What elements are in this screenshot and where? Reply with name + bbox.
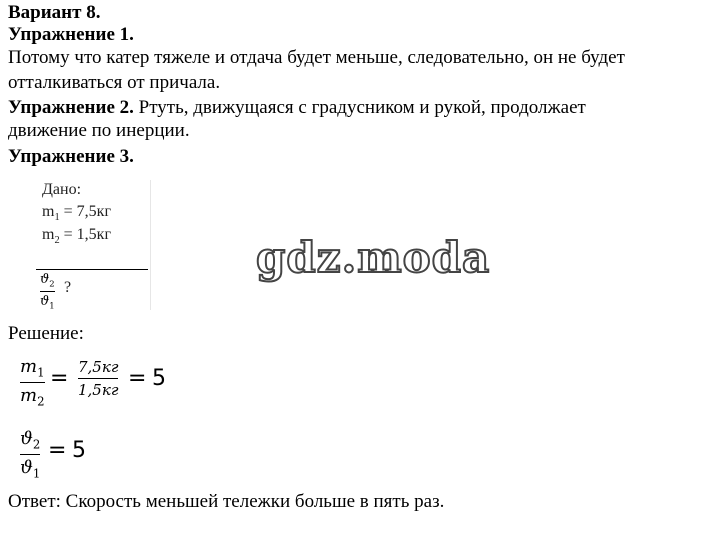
formula-mass-numerator: $m_1$ (20, 356, 45, 380)
formula-speed-denominator: $ϑ_1$ (20, 456, 41, 481)
given-m2 (42, 225, 111, 251)
equals-sign-2: = (128, 366, 147, 391)
solution-label: Решение: (8, 323, 84, 344)
given-title: Дано: (42, 181, 82, 198)
given-divider (36, 269, 148, 270)
exercise-2-text-line-2: движение по инерции. (8, 120, 190, 141)
result-2: 5 (72, 438, 86, 463)
given-side-border (150, 180, 151, 310)
exercise-1-text-line-1: Потому что катер тяжеле и отдача будет меньше, следовательно, он не будет (8, 47, 625, 68)
formula-speed-ratio (20, 428, 40, 480)
formula-values-ratio (78, 358, 118, 399)
exercise-2-text-line-1: Ртуть, движущаяся с градусником и рукой, продолжает (133, 97, 586, 118)
formula-values-bar (78, 378, 118, 379)
find-numerator: $ϑ_2$ (40, 272, 55, 289)
answer-text: Ответ: Скорость меньшей тележки больше в пять раз. (8, 491, 445, 512)
formula-mass-bar (20, 382, 45, 383)
find-fraction (40, 272, 55, 310)
formula-values-denominator: 1,5кг (78, 381, 119, 399)
formula-speed-bar (20, 454, 40, 455)
result-1: 5 (152, 366, 166, 391)
given-m2-sub: 2 (54, 235, 60, 247)
given-m1-symbol: m (42, 203, 55, 220)
watermark-logo: gdz.moda (256, 233, 491, 282)
given-m1-value: = 7,5кг (59, 203, 112, 220)
exercise-3-title: Упражнение 3. (8, 146, 134, 167)
exercise-2-paragraph (8, 97, 586, 119)
given-m2-value: = 1,5кг (59, 226, 112, 243)
formula-values-numerator: 7,5кг (78, 358, 119, 376)
find-denominator: $ϑ_1$ (40, 293, 55, 311)
find-fraction-bar (40, 291, 55, 292)
formula-speed-numerator: $ϑ_2$ (20, 428, 41, 452)
exercise-1-text-line-2: отталкиваться от причала. (8, 72, 221, 93)
formula-mass-denominator: $m_2$ (20, 384, 45, 409)
given-m1-sub: 1 (54, 212, 60, 224)
exercise-2-title: Упражнение 2. (8, 97, 134, 118)
formula-mass-ratio (20, 356, 45, 408)
variant-title: Вариант 8. (8, 2, 101, 23)
find-question: ? (64, 279, 72, 296)
given-m2-symbol: m (42, 226, 55, 243)
equals-sign-1: = (50, 366, 69, 391)
exercise-1-title: Упражнение 1. (8, 24, 134, 45)
equals-sign-3: = (48, 438, 67, 463)
